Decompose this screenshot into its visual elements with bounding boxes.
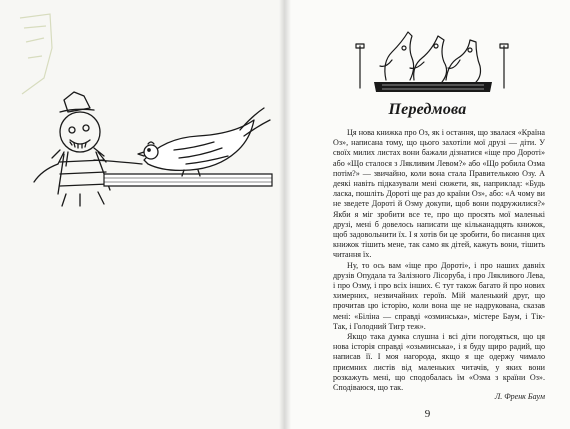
page-number: 9: [424, 408, 431, 420]
preface-body: [333, 128, 545, 393]
preface-heading: Передмова: [388, 101, 467, 118]
show-through-illustration: [14, 8, 56, 100]
paragraph: Якщо така думка слушна і всі діти погодяться, що ця нова історія справді «озьминська», і я буду щиро радий, що написав її. І моя нагорода, якщо я ще одержу чимало приємних листів від маленьких читачів, у яких вони розкажуть мені, що сподобалась їм «Озма з країни Оз». Сподіваюся, що так.: [333, 332, 545, 393]
paragraph: Ця нова книжка про Оз, як і остання, що звалася «Країна Оз», написана тому, що цього захотіли мої друзі — діти. У своїх милих листах вони бажали дізнатися «іще про Дороті» або «Що сталося з Лякливим Левом?» або «Що робила Озма потім?» — звичайно, коли вона стала Правителькою Озу. А деякі навіть підказували мені сюжети, як, наприклад: «Будь ласка, пошліть Дороті ще раз до країни Оз», або: «А чому ви не зведете Дороті й Озму докупи, щоб вони подружилися?» Якби я міг зробити все те, про що просять мої маленькі друзі, мені б довелось написати ще кільканадцять книжок, щоб задовольнити їх. І я хотів би це зробити, бо писання цих книжок тішить мене, так само як дітей, кажуть вони, тішить читання їх.: [333, 128, 545, 260]
monsters-illustration: [352, 26, 512, 96]
paragraph: Ну, то ось вам «іще про Дороті», і про наших давніх друзів Опудала та Залізного Лісоруба, і про Лякливого Лева, і про Озму, і про всіх інших. Є тут також багато й про нових химерних, незвичайних героїв. Мій маленький друг, що прочитав цю історію, коли вона ще не надрукована, сказав мені: «Біліна — справді «озминська», містере Баум, і Тік-Так, і Голодний Тигр теж».: [333, 260, 545, 331]
author-signature: Л. Френк Баум: [494, 392, 545, 401]
right-page: [285, 0, 570, 429]
scarecrow-illustration: [14, 90, 280, 208]
